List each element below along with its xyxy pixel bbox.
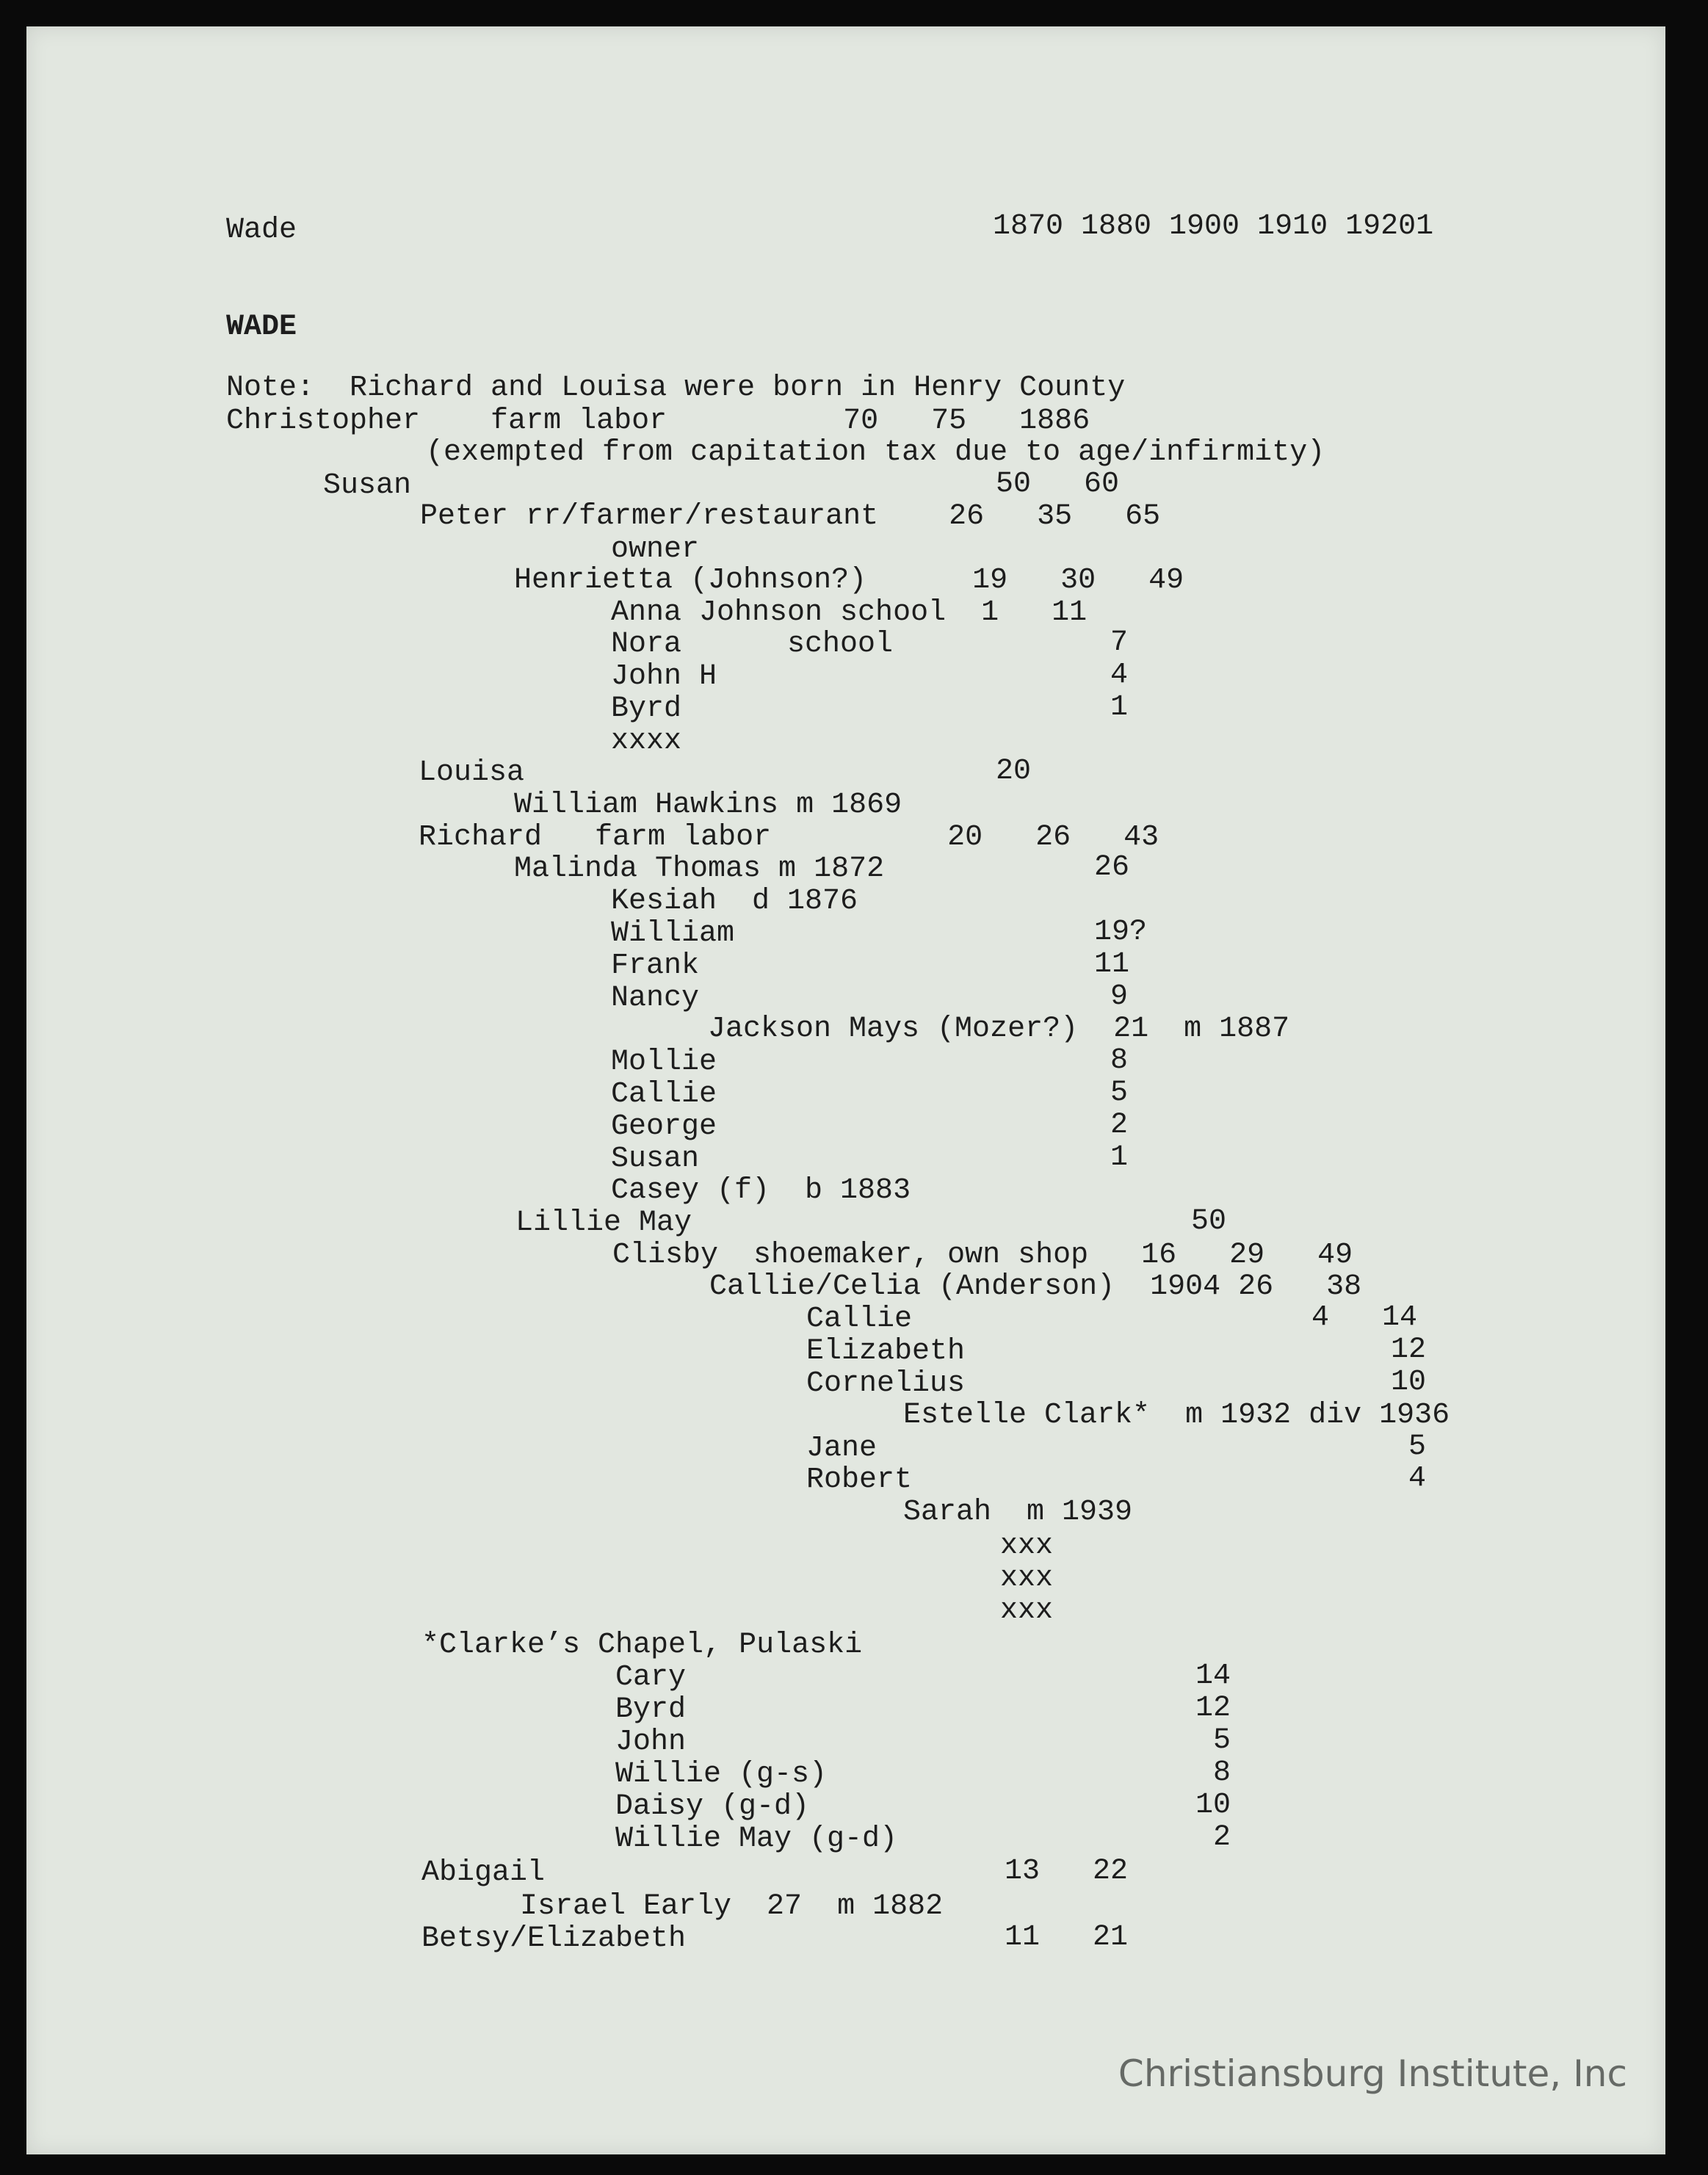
record-line: xxx [1000,1594,1054,1627]
record-line: Elizabeth [806,1335,966,1368]
record-line: 11 [1094,948,1130,981]
record-line: 12 [1391,1333,1427,1367]
record-line: Christopher farm labor 70 75 1886 [226,405,1090,438]
record-line: John [615,1726,687,1759]
record-line: 5 [1213,1724,1231,1757]
record-line: 50 60 [996,468,1120,501]
section-title: WADE [226,311,297,344]
record-line: 5 [1110,1076,1129,1110]
record-line: Kesiah d 1876 [611,885,858,918]
record-line: 4 [1110,659,1129,692]
record-line: 10 [1195,1789,1231,1822]
record-line: 13 22 [1005,1855,1129,1888]
record-line: Susan [611,1143,700,1176]
record-line: 50 [1191,1205,1227,1238]
record-line: William Hawkins m 1869 [514,789,902,822]
record-line: William [611,917,735,950]
record-line: 1 [1110,1141,1129,1174]
record-line: Mollie [611,1046,717,1079]
record-line: Israel Early 27 m 1882 [520,1890,944,1923]
record-line: Willie (g-s) [615,1758,828,1791]
record-line: Jane [806,1432,877,1465]
record-line: Daisy (g-d) [615,1790,810,1823]
record-line: Nancy [611,982,700,1015]
record-line: 19? [1094,916,1148,949]
record-line: Anna Johnson school 1 11 [611,596,1088,629]
record-line: 5 [1408,1430,1427,1463]
record-line: 4 [1408,1462,1427,1495]
record-line: Byrd [611,692,682,725]
record-line: Lillie May [515,1206,692,1240]
record-line: 14 [1195,1660,1231,1693]
record-line: xxx [1000,1562,1054,1595]
record-line: Robert [806,1463,913,1497]
record-line: 26 [1094,851,1130,884]
record-line: Louisa [419,756,525,789]
record-line: Willie May (g-d) [615,1823,898,1856]
record-line: Note: Richard and Louisa were born in Henry County [226,372,1126,405]
record-line: 20 [996,755,1032,788]
record-line: George [611,1110,717,1143]
watermark-text: Christiansburg Institute, Inc [1118,2052,1627,2095]
record-line: Cary [615,1661,687,1694]
record-line: xxxx [611,725,682,758]
record-line: (exempted from capitation tax due to age/infirmity) [426,436,1325,469]
record-line: xxx [1000,1530,1054,1563]
record-line: 2 [1110,1109,1129,1142]
record-line: owner [611,533,700,566]
record-line: Nora school [611,628,894,661]
record-line: Casey (f) b 1883 [611,1174,911,1207]
record-line: Frank [611,949,700,982]
record-line: 2 [1213,1821,1231,1854]
record-line: Peter rr/farmer/restaurant 26 35 65 [420,500,1161,533]
record-line: *Clarke’s Chapel, Pulaski [421,1629,863,1662]
record-line: 12 [1195,1692,1231,1725]
header-census-years: 1870 1880 1900 1910 19201 [993,210,1434,243]
record-line: Susan [323,469,412,502]
record-line: 9 [1110,980,1129,1013]
record-line: Callie/Celia (Anderson) 1904 26 38 [709,1270,1362,1303]
record-line: Callie [806,1303,913,1336]
record-line: Betsy/Elizabeth [421,1922,687,1955]
record-line: Abigail [421,1856,546,1889]
record-line: Henrietta (Johnson?) 19 30 49 [514,564,1184,597]
record-line: Malinda Thomas m 1872 [514,853,885,886]
header-family: Wade [226,214,297,247]
record-line: 4 14 [1311,1301,1418,1334]
record-line: Richard farm labor 20 26 43 [419,821,1159,854]
record-line: Callie [611,1078,717,1111]
record-line: Sarah m 1939 [903,1496,1133,1529]
record-line: 7 [1110,626,1129,659]
record-line: 1 [1110,691,1129,724]
record-line: Cornelius [806,1367,966,1400]
record-line: Jackson Mays (Mozer?) 21 m 1887 [708,1013,1290,1046]
record-line: 11 21 [1005,1921,1129,1954]
record-line: 10 [1391,1366,1427,1399]
record-line: Byrd [615,1693,687,1726]
record-line: 8 [1213,1756,1231,1789]
record-line: Estelle Clark* m 1932 div 1936 [903,1399,1450,1432]
record-line: Clisby shoemaker, own shop 16 29 49 [612,1239,1353,1272]
record-line: John H [611,660,717,693]
record-line: 8 [1110,1044,1129,1077]
